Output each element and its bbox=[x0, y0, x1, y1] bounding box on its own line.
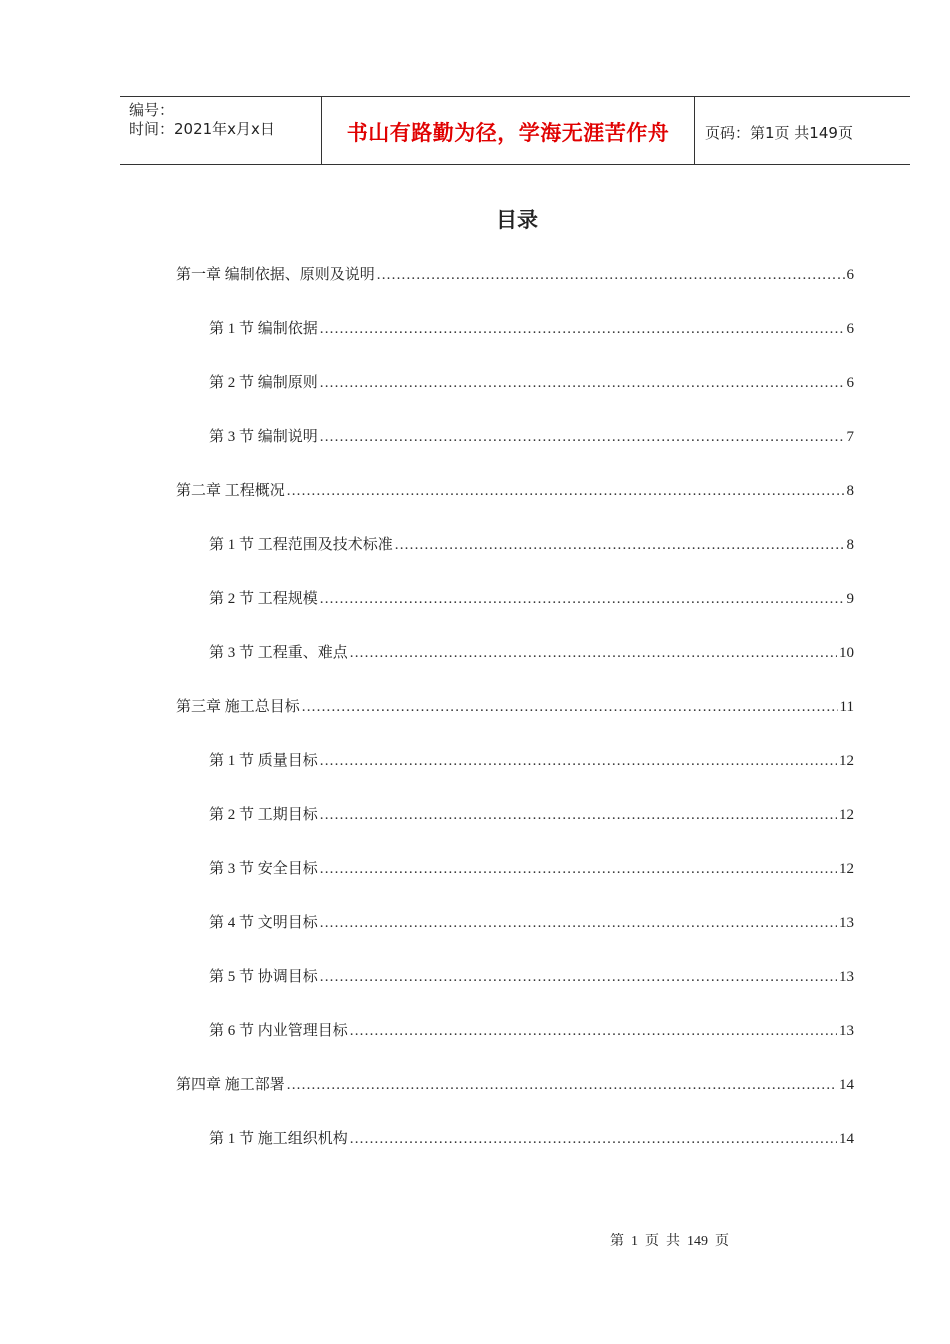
toc-entry-page-number: 12 bbox=[839, 861, 854, 877]
toc-entry-label: 第四章 施工部署 bbox=[176, 1077, 285, 1093]
toc-entry-label: 第 2 节 编制原则 bbox=[209, 375, 318, 391]
toc-dot-leader bbox=[302, 696, 838, 718]
toc-entry-label: 第 2 节 工程规模 bbox=[209, 591, 318, 607]
toc-dot-leader bbox=[377, 264, 845, 286]
toc-entry-label: 第 4 节 文明目标 bbox=[209, 915, 318, 931]
toc-dot-leader bbox=[287, 480, 845, 502]
toc-entry[interactable] bbox=[176, 1074, 854, 1096]
toc-entry-page-number: 13 bbox=[839, 915, 854, 931]
toc-entry[interactable] bbox=[209, 966, 854, 988]
toc-dot-leader bbox=[320, 588, 845, 610]
toc-dot-leader bbox=[320, 750, 837, 772]
toc-entry[interactable] bbox=[176, 264, 854, 286]
toc-entry-page-number: 7 bbox=[846, 429, 854, 445]
toc-dot-leader bbox=[320, 966, 837, 988]
toc-entry[interactable] bbox=[209, 426, 854, 448]
toc-entry-page-number: 10 bbox=[839, 645, 854, 661]
toc-entry-page-number: 8 bbox=[846, 483, 854, 499]
toc-dot-leader bbox=[320, 426, 845, 448]
toc-entry[interactable] bbox=[209, 912, 854, 934]
toc-entry-label: 第一章 编制依据、原则及说明 bbox=[176, 267, 375, 283]
toc-entry-page-number: 8 bbox=[846, 537, 854, 553]
toc-dot-leader bbox=[320, 912, 837, 934]
toc-dot-leader bbox=[350, 1020, 837, 1042]
toc-entry-page-number: 11 bbox=[839, 699, 854, 715]
document-date-label: 时间：2021年x月x日 bbox=[129, 120, 275, 138]
toc-entry[interactable] bbox=[176, 480, 854, 502]
toc-entry-page-number: 6 bbox=[846, 375, 854, 391]
toc-entry[interactable] bbox=[209, 750, 854, 772]
toc-dot-leader bbox=[350, 1128, 837, 1150]
toc-entry[interactable] bbox=[209, 804, 854, 826]
toc-dot-leader bbox=[350, 642, 837, 664]
toc-entry-label: 第 3 节 编制说明 bbox=[209, 429, 318, 445]
toc-entry[interactable] bbox=[209, 372, 854, 394]
toc-entry-page-number: 12 bbox=[839, 753, 854, 769]
toc-entry-page-number: 6 bbox=[846, 267, 854, 283]
toc-entry-label: 第 5 节 协调目标 bbox=[209, 969, 318, 985]
toc-entry-page-number: 14 bbox=[839, 1131, 854, 1147]
document-number-label: 编号： bbox=[129, 101, 175, 119]
toc-entry[interactable] bbox=[176, 696, 854, 718]
toc-entry-label: 第 3 节 安全目标 bbox=[209, 861, 318, 877]
toc-entry-label: 第 1 节 编制依据 bbox=[209, 321, 318, 337]
page-footer: 第 1 页 共 149 页 bbox=[610, 1234, 729, 1249]
toc-dot-leader bbox=[320, 372, 845, 394]
toc-entry[interactable] bbox=[209, 588, 854, 610]
toc-dot-leader bbox=[320, 858, 837, 880]
toc-entry-page-number: 12 bbox=[839, 807, 854, 823]
toc-entry-page-number: 9 bbox=[846, 591, 854, 607]
toc-entry-page-number: 14 bbox=[839, 1077, 854, 1093]
toc-dot-leader bbox=[287, 1074, 837, 1096]
toc-entry-label: 第二章 工程概况 bbox=[176, 483, 285, 499]
toc-dot-leader bbox=[320, 804, 837, 826]
toc-entry-label: 第 2 节 工期目标 bbox=[209, 807, 318, 823]
toc-entry-label: 第 1 节 质量目标 bbox=[209, 753, 318, 769]
toc-entry[interactable] bbox=[209, 1128, 854, 1150]
toc-entry-label: 第 1 节 施工组织机构 bbox=[209, 1131, 348, 1147]
toc-entry-label: 第 6 节 内业管理目标 bbox=[209, 1023, 348, 1039]
header-motto: 书山有路勤为径，学海无涯苦作舟 bbox=[346, 121, 670, 145]
toc-entry[interactable] bbox=[209, 858, 854, 880]
toc-entry-page-number: 13 bbox=[839, 969, 854, 985]
toc-entry[interactable] bbox=[209, 318, 854, 340]
toc-dot-leader bbox=[320, 318, 845, 340]
toc-entry-label: 第三章 施工总目标 bbox=[176, 699, 300, 715]
toc-entry-label: 第 3 节 工程重、难点 bbox=[209, 645, 348, 661]
toc-title: 目录 bbox=[496, 208, 538, 232]
toc-entry[interactable] bbox=[209, 534, 854, 556]
toc-entry[interactable] bbox=[209, 642, 854, 664]
toc-entry-label: 第 1 节 工程范围及技术标准 bbox=[209, 537, 393, 553]
toc-entry-page-number: 6 bbox=[846, 321, 854, 337]
toc-dot-leader bbox=[395, 534, 845, 556]
header-page-info: 页码：第1页 共149页 bbox=[705, 124, 853, 142]
toc-entry-page-number: 13 bbox=[839, 1023, 854, 1039]
toc-entry[interactable] bbox=[209, 1020, 854, 1042]
